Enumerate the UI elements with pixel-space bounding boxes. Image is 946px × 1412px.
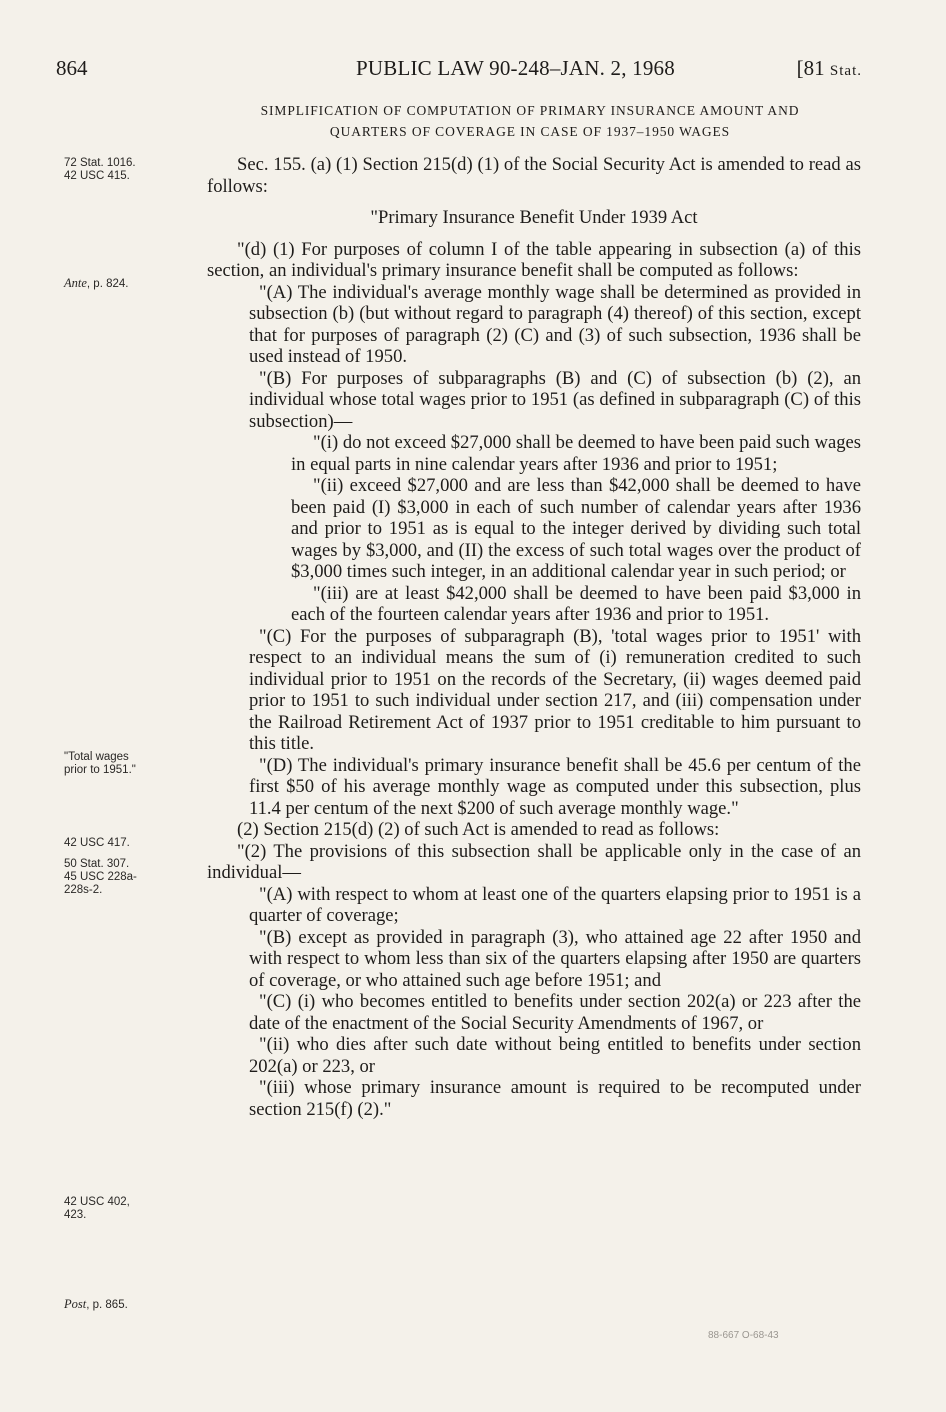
ante-italic: Ante <box>64 276 87 290</box>
section-heading-line1: SIMPLIFICATION OF COMPUTATION OF PRIMARY INSURANCE AMOUNT AND <box>260 103 800 118</box>
margin-note-line: 45 USC 228a- <box>64 871 137 883</box>
margin-note-line: 423. <box>64 1209 87 1221</box>
running-header <box>56 56 862 86</box>
para-2-quote: "(2) The provisions of this subsection shall be applicable only in the case of an individual— <box>207 840 861 883</box>
margin-note-ante <box>64 277 184 291</box>
margin-note-50stat <box>64 858 184 897</box>
para-2-C-ii: "(ii) who dies after such date without being entitled to benefits under section 202(a) or 223, or <box>249 1034 861 1077</box>
stat-label: Stat. <box>829 63 862 79</box>
para-A: "(A) The individual's average monthly wage shall be determined as provided in subsection (b) (but without regard to paragraph (4) thereof) of this section, except that for purposes of paragraph (2) (C) and (3) of such subsection, 1936 shall be used instead of 1950. <box>249 281 861 367</box>
para-d1: "(d) (1) For purposes of column I of the table appearing in subsection (a) of this section, an individual's primary insurance benefit shall be computed as follows: <box>207 238 861 281</box>
para-2: (2) Section 215(d) (2) of such Act is amended to read as follows: <box>237 819 720 840</box>
section-heading-line2: QUARTERS OF COVERAGE IN CASE OF 1937–1950 WAGES <box>329 124 731 139</box>
statute-body <box>207 154 861 1120</box>
para-2-C-iii: "(iii) whose primary insurance amount is required to be recomputed under section 215(f) (2)." <box>249 1077 861 1120</box>
margin-note-post <box>64 1298 184 1312</box>
stat-volume: [81 <box>796 56 825 80</box>
para-2-B: "(B) except as provided in paragraph (3), who attained age 22 after 1950 and with respect to whom less than six of the quarters elapsing after 1950 are quarters of coverage, or who attained such age before 1951; and <box>249 926 861 991</box>
para-B-i: "(i) do not exceed $27,000 shall be deemed to have been paid such wages in equal parts in nine calendar years after 1936 and prior to 1951; <box>291 432 861 475</box>
margin-note-line: 72 Stat. 1016. <box>64 157 136 169</box>
sec-155-intro: Sec. 155. (a) (1) Section 215(d) (1) of the Social Security Act is amended to read as follows: <box>207 154 861 197</box>
margin-note-total-wages <box>64 751 184 777</box>
para-B-iii: "(iii) are at least $42,000 shall be deemed to have been paid $3,000 in each of the fourteen calendar years after 1936 and prior to 1951. <box>291 582 861 625</box>
margin-note-42usc417: 42 USC 417. <box>64 837 130 849</box>
margin-note-line: 42 USC 415. <box>64 170 130 182</box>
margin-note-line: 42 USC 402, <box>64 1196 130 1208</box>
para-2-C-i: "(C) (i) who becomes entitled to benefits under section 202(a) or 223 after the date of the enactment of the Social Security Amendments of 1967, or <box>249 991 861 1034</box>
ante-rest: , p. 824. <box>86 278 129 290</box>
print-code: 88-667 O-68-43 <box>708 1330 779 1341</box>
para-B: "(B) For purposes of subparagraphs (B) and (C) of subsection (b) (2), an individual whose total wages prior to 1951 (as defined in subparagraph (C) of this subsection)— <box>249 367 861 432</box>
margin-note-line: prior to 1951." <box>64 764 136 776</box>
post-italic: Post <box>64 1297 87 1311</box>
header-title: PUBLIC LAW 90-248–JAN. 2, 1968 <box>356 56 675 80</box>
margin-note-72stat <box>64 157 184 183</box>
para-D: "(D) The individual's primary insurance benefit shall be 45.6 per centum of the first $50 of his average monthly wage as computed under this subsection, plus 11.4 per centum of the next $200 of such average monthly wage." <box>249 754 861 819</box>
page-number: 864 <box>56 56 88 80</box>
margin-note-42usc402 <box>64 1196 184 1222</box>
section-heading <box>180 100 880 142</box>
margin-note-line: "Total wages <box>64 751 129 763</box>
subsection-title: "Primary Insurance Benefit Under 1939 Act <box>370 207 698 228</box>
para-B-ii: "(ii) exceed $27,000 and are less than $42,000 shall be deemed to have been paid (I) $3,000 in each of such number of calendar years after 1936 and prior to 1951 as is equal to the integer derived by dividing such total wages by $3,000, and (II) the excess of such total wages over the product of $3,000 times such integer, in an additional calendar year in such period; or <box>291 475 861 582</box>
margin-note-line: 228s-2. <box>64 884 103 896</box>
para-C: "(C) For the purposes of subparagraph (B), 'total wages prior to 1951' with respect to an individual means the sum of (i) remuneration credited to such individual prior to 1951 on the records of the Secretary, (ii) wages deemed paid prior to 1951 to such individual under section 217, and (iii) compensation under the Railroad Retirement Act of 1937 prior to 1951 creditable to him pursuant to this title. <box>249 625 861 754</box>
margin-note-line: 50 Stat. 307. <box>64 858 130 870</box>
para-2-A: "(A) with respect to whom at least one of the quarters elapsing prior to 1951 is a quarter of coverage; <box>249 883 861 926</box>
post-rest: , p. 865. <box>86 1299 128 1311</box>
statute-reference <box>797 56 862 81</box>
